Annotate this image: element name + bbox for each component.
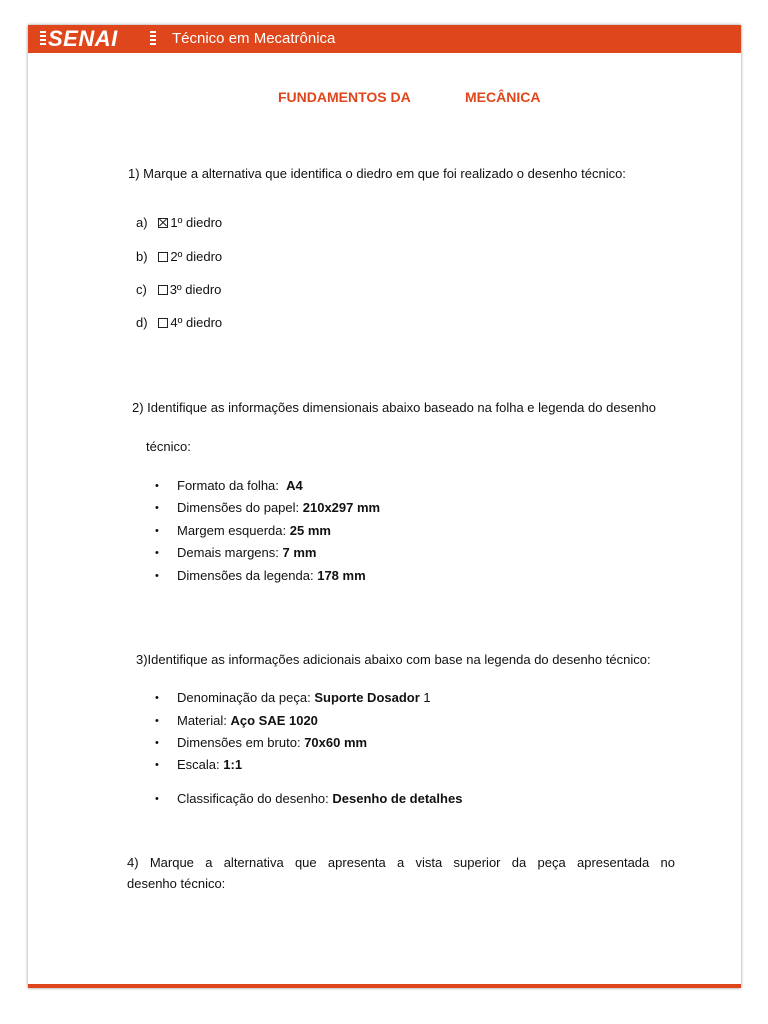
checkbox-icon[interactable] bbox=[158, 252, 168, 262]
bullet-icon: • bbox=[155, 692, 159, 704]
item-label: Margem esquerda: bbox=[177, 523, 287, 538]
q1-option-c bbox=[136, 282, 221, 298]
item-label: Classificação do desenho: bbox=[177, 791, 329, 806]
checkbox-icon[interactable] bbox=[158, 285, 168, 295]
bullet-icon: • bbox=[155, 793, 159, 805]
item-value: 7 mm bbox=[282, 545, 317, 560]
doc-title-part1: FUNDAMENTOS DA bbox=[278, 89, 411, 105]
question-2-line1: 2) Identifique as informações dimensionais abaixo baseado na folha e legenda do desenho bbox=[132, 400, 656, 415]
q1-option-d bbox=[136, 315, 222, 331]
q1-option-b bbox=[136, 249, 222, 265]
option-letter: d) bbox=[136, 315, 148, 330]
item-value: 1:1 bbox=[223, 757, 243, 772]
option-text: 1º diedro bbox=[170, 215, 223, 230]
bullet-icon: • bbox=[155, 502, 159, 514]
question-3: 3)Identifique as informações adicionais abaixo com base na legenda do desenho técnico: bbox=[136, 652, 651, 667]
item-value: A4 bbox=[286, 478, 303, 493]
q3-item bbox=[177, 757, 242, 773]
q3-item bbox=[177, 713, 318, 729]
item-label: Demais margens: bbox=[177, 545, 279, 560]
q3-item bbox=[177, 690, 431, 706]
q2-item bbox=[177, 478, 303, 494]
q3-item bbox=[177, 791, 462, 807]
q2-item bbox=[177, 523, 331, 539]
doc-title-part2: MECÂNICA bbox=[465, 89, 541, 105]
item-value: 70x60 mm bbox=[304, 735, 368, 750]
bullet-icon: • bbox=[155, 480, 159, 492]
logo-stripes-right bbox=[150, 31, 156, 47]
item-value: Aço SAE 1020 bbox=[230, 713, 318, 728]
item-label: Formato da folha: bbox=[177, 478, 279, 493]
bullet-icon: • bbox=[155, 737, 159, 749]
item-label: Material: bbox=[177, 713, 227, 728]
item-label: Dimensões do papel: bbox=[177, 500, 300, 515]
question-2-line2: técnico: bbox=[146, 439, 191, 454]
item-label: Dimensões em bruto: bbox=[177, 735, 301, 750]
document-page bbox=[28, 25, 741, 988]
q2-item bbox=[177, 545, 316, 561]
bullet-icon: • bbox=[155, 759, 159, 771]
bullet-icon: • bbox=[155, 715, 159, 727]
senai-logo: SENAI bbox=[48, 26, 118, 51]
question-4-line1: 4) Marque a alternativa que apresenta a vista superior da peça apresentada no bbox=[127, 855, 675, 870]
q2-item bbox=[177, 568, 366, 584]
logo-stripes-left bbox=[40, 31, 46, 47]
course-title: Técnico em Mecatrônica bbox=[172, 30, 336, 47]
bullet-icon: • bbox=[155, 570, 159, 582]
item-label: Escala: bbox=[177, 757, 220, 772]
option-text: 2º diedro bbox=[170, 249, 223, 264]
item-suffix: 1 bbox=[423, 690, 431, 705]
option-letter: a) bbox=[136, 215, 148, 230]
item-value: 178 mm bbox=[317, 568, 366, 583]
item-value: Suporte Dosador bbox=[314, 690, 420, 705]
item-label: Dimensões da legenda: bbox=[177, 568, 314, 583]
question-4-line2: desenho técnico: bbox=[127, 876, 226, 891]
q3-item bbox=[177, 735, 367, 751]
option-letter: b) bbox=[136, 249, 148, 264]
item-value: 25 mm bbox=[289, 523, 331, 538]
option-text: 3º diedro bbox=[169, 282, 222, 297]
footer-bar bbox=[28, 984, 741, 988]
bullet-icon: • bbox=[155, 525, 159, 537]
item-value: 210x297 mm bbox=[302, 500, 381, 515]
q2-item bbox=[177, 500, 380, 516]
checkbox-icon[interactable] bbox=[158, 318, 168, 328]
option-text: 4º diedro bbox=[170, 315, 223, 330]
bullet-icon: • bbox=[155, 547, 159, 559]
item-value: Desenho de detalhes bbox=[332, 791, 463, 806]
item-label: Denominação da peça: bbox=[177, 690, 311, 705]
question-1: 1) Marque a alternativa que identifica o diedro em que foi realizado o desenho técnico: bbox=[128, 166, 626, 181]
option-letter: c) bbox=[136, 282, 147, 297]
checked-checkbox-icon[interactable] bbox=[158, 218, 168, 228]
header-bar bbox=[28, 25, 741, 53]
q1-option-a bbox=[136, 215, 222, 231]
